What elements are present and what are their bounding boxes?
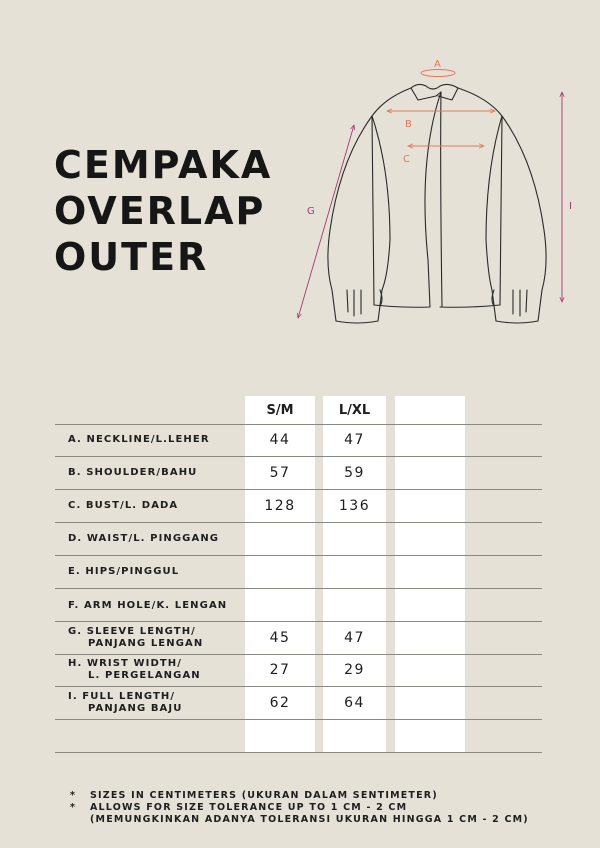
row-divider (55, 752, 542, 753)
note-item: * SIZES IN CENTIMETERS (UKURAN DALAM SENTIMETER) (70, 790, 438, 801)
label-b: B (405, 119, 412, 130)
value-sm-shoulder: 57 (269, 464, 291, 481)
value-lxl-full-length: 64 (344, 694, 365, 711)
title-line-1: CEMPAKA (54, 143, 273, 187)
row-label-wrist-width: H. WRIST WIDTH/ L. PERGELANGAN (68, 658, 201, 681)
value-sm-neckline: 44 (269, 432, 291, 448)
value-lxl-wrist-width: 29 (344, 662, 365, 678)
value-lxl-sleeve-length: 47 (344, 629, 365, 646)
row-label-sleeve-length: G. SLEEVE LENGTH/ PANJANG LENGAN (68, 625, 204, 649)
value-sm-bust: 128 (264, 497, 296, 514)
row-label-full-length: I. FULL LENGTH/ PANJANG BAJU (68, 690, 183, 714)
note-item: (MEMUNGKINKAN ADANYA TOLERANSI UKURAN HINGGA 1 CM - 2 CM) (90, 814, 529, 825)
value-sm-sleeve-length: 45 (269, 629, 291, 646)
title-line-3: OUTER (54, 235, 209, 279)
note-item: * ALLOWS FOR SIZE TOLERANCE UP TO 1 CM - 2 CM (70, 802, 408, 813)
value-lxl-shoulder: 59 (344, 464, 365, 481)
row-label-arm-hole: F. ARM HOLE/K. LENGAN (68, 600, 228, 611)
title-line-2: OVERLAP (54, 189, 266, 233)
size-notes (70, 790, 529, 826)
header-lxl: L/XL (338, 403, 371, 418)
row-label-neckline: A. NECKLINE/L.LEHER (68, 434, 210, 445)
column-bg-extra (395, 396, 465, 752)
row-divider (55, 719, 542, 720)
header-sm: S/M (266, 403, 294, 418)
row-label-bust: C. BUST/L. DADA (68, 499, 179, 511)
product-title (54, 142, 272, 280)
row-label-waist: D. WAIST/L. PINGGANG (68, 532, 220, 544)
label-g: G (307, 206, 315, 217)
neckline-marker (421, 70, 455, 77)
value-lxl-neckline: 47 (344, 432, 365, 448)
value-sm-wrist-width: 27 (269, 662, 291, 678)
sleeve-length-marker (298, 125, 354, 318)
garment-diagram (290, 50, 590, 340)
row-label-shoulder: B. SHOULDER/BAHU (68, 466, 198, 478)
label-i: I (569, 201, 572, 212)
label-a: A (434, 59, 441, 70)
value-lxl-bust: 136 (338, 497, 371, 514)
value-sm-full-length: 62 (269, 694, 291, 711)
header-extra (395, 398, 465, 424)
label-c: C (403, 154, 410, 165)
row-label-hips: E. HIPS/PINGGUL (68, 565, 180, 577)
garment-outline (328, 84, 546, 323)
